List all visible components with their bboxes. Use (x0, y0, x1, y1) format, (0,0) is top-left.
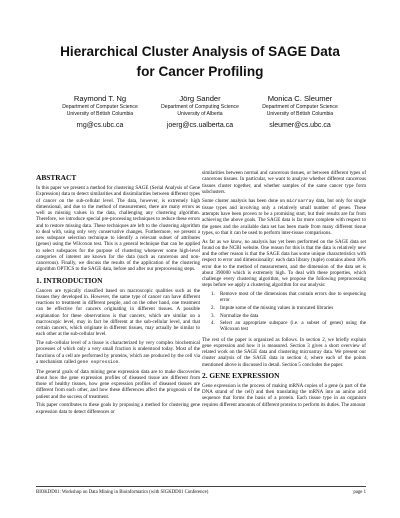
page-footer (36, 486, 366, 495)
author-email: rng@cs.ubc.ca (76, 122, 124, 129)
abstract-text: In this paper we present a method for clustering SAGE (Serial Analysis of Gene Expression) data to detect similarities and dissimilarities between different types of cancer on the sub-cellular level. The data, however, is extremely high dimensional, and due to the method of measurement, there are many errors as well as missing values in the data, challenging any clustering algorithm. Therefore, we introduce special pre-processing techniques to reduce these errors and to restore missing data. These techniques are left to the clustering algorithm to deal with, using only very conservative changes. Furthermore, we present a new subspace selection technique to identify a relevant subset of attributes (genes) using the Wilcoxon test. This is a general technique that can be applied to select subspaces for the purpose of clustering whenever some high-level categories of interest are known for the data (such as cancerous and non-cancerous). Finally, we discuss the results of the application of the clustering algorithm OPTICS to the SAGE data, before and after our preprocessing steps. (36, 185, 200, 273)
right-column (202, 170, 366, 410)
title-line-1: Hierarchical Cluster Analysis of SAGE Data (60, 44, 340, 59)
text-run: . (118, 358, 120, 365)
footer-venue: BIOKDD01: Workshop on Data Mining in Bioinformatics (with SIGKDD01 Conference) (36, 490, 209, 495)
author-email: joerg@cs.ualberta.ca (166, 122, 234, 129)
author-name: Raymond T. Ng (73, 94, 127, 103)
author-email: sleumer@cs.ubc.ca (269, 122, 331, 129)
list-item: 4. Select an appropriate subspace (i.e. a subset of genes) using the Wilcoxon test (216, 320, 366, 333)
paper-title (0, 42, 400, 82)
author-university: University of Alberta (177, 110, 223, 117)
gene-expression-heading: 2. GENE EXPRESSION (202, 370, 280, 380)
author-name: Monica C. Sleumer (267, 94, 333, 103)
page-number: page 1 (353, 490, 366, 495)
introduction-heading: 1. INTRODUCTION (36, 275, 103, 285)
right-paragraph-3: As far as we know, no analysis has yet been performed on the SAGE data set found on the NCBI website. One reason for this is that the data is relatively new and the other reason is that the SAGE data has some unique characteristics with respect to error and dimensionality: each data library (tuple) contains about 10% error due to the method of measurement, and the dimension of the data set is about 390000 which is extremely high. To deal with these properties, which challenge every clustering algorithm, we propose the following preprocessing steps before we apply a clustering algorithm for our analysis: (202, 238, 366, 289)
text-run: Some cluster analysis has been done on (202, 197, 287, 204)
intro-paragraph-1: Cancers are typically classified based on macroscopic qualities such as the tissues they developed in. However, the same type of cancer can have different reactions to treatment in different people, and on the other hand, one treatment can be effective for cancers originating in different tissues. A possible explanation for these observations is that cancers, which are similar on a macroscopic level, may in fact be different at the sub-cellular level, and that certain cancers, which originate in different tissues, may actually be similar to each other at the sub-cellular level. (36, 287, 200, 338)
author-block (40, 94, 360, 150)
author-department: Department of Computer Science (62, 104, 138, 110)
author-name: Jörg Sander (179, 94, 221, 103)
author-3 (240, 94, 360, 131)
right-paragraph-2 (202, 198, 366, 237)
right-paragraph-5: Gene expression is the process of making mRNA copies of a gene (a part of the DNA strand of the cell) and then translating the mRNA into an amino acid sequence that forms the basis of a protein. Each tissue type in an organism requires different amounts of different proteins to perform its duties. The amount (202, 382, 366, 408)
intro-paragraph-4: This paper contributes to these goals by proposing a method for clustering gene expression data to detect differences or (36, 402, 200, 415)
abstract-heading: ABSTRACT (36, 173, 77, 182)
author-university: University of British Columbia (66, 110, 134, 117)
left-column (36, 170, 200, 417)
list-item: 3. Normalize the data (216, 313, 366, 319)
author-department: Department of Computer Science (262, 104, 338, 110)
intro-paragraph-3: The general goals of data mining gene expression data are to make discoveries about how the gene expression profiles of diseased tissue are different from those of healthy tissues, how gene expression profiles of diseased tissues are different from each other, and how these differences affect the prognosis of the patient and the success of treatment. (36, 368, 200, 400)
list-item: 1. Remove most of the dimensions that contain errors due to sequencing error (216, 291, 366, 304)
right-paragraph-1: similarities between normal and cancerous tissues, or between different types of cancerous tissues. In particular, we want to analyze whether different cancerous tissues cluster together, and whether samples of the same cancer type form subclusters. (202, 170, 366, 195)
author-university: University of British Columbia (266, 110, 334, 117)
term-gene-expression: gene expression (77, 359, 119, 365)
intro-paragraph-2 (36, 340, 200, 366)
text-run: data, but only for single tissue types and involving only a relatively small number of genes. These attempts have been proven to be a promising start, but their results are far from achieving the above goals. The SAGE data is far more complete with respect to the genes and the available data set has been made from many different tissue types, so that it can be used to perform inter-tissue comparisons. (202, 197, 366, 236)
term-microarray: microarray (286, 198, 315, 204)
preprocessing-steps-list (202, 291, 366, 333)
right-paragraph-4: The rest of the paper is organized as follows. In section 2, we briefly explain gene expression and how it is measured. Section 3 gives a short overview of related work on the SAGE data and clustering microarray data. We present our cluster analysis of the SAGE data in section 4, where each of the points mentioned above is discussed in detail. Section 5 concludes the paper. (202, 336, 366, 368)
text-run: The sub-cellular level of a tissue is characterized by very complex biochemical processes of which only a very small fraction is understood today. Most of the functions of a cell are performed by proteins, which are produced by the cell via a mechanism called (36, 340, 200, 365)
author-department: Department of Computing Science (161, 104, 239, 110)
title-line-2: for Cancer Profiling (136, 64, 264, 79)
list-item: 2. Impute some of the missing values in truncated libraries (216, 305, 366, 311)
